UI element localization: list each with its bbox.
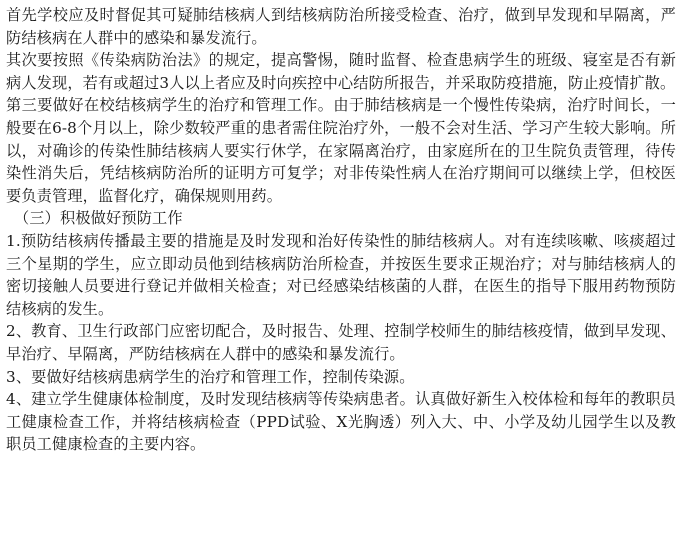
list-item-4: 4、建立学生健康体检制度，及时发现结核病等传染病患者。认真做好新生入校体检和每年的教职员工健康检查工作，并将结核病检查（PPD试验、X光胸透）列入大、中、小学及幼儿园学生以及教职员工健康检查的主要内容。: [6, 390, 676, 454]
list-item-1: 1.预防结核病传播最主要的措施是及时发现和治好传染性的肺结核病人。对有连续咳嗽、咳痰超过三个星期的学生，应立即动员他到结核病防治所检查，并按医生要求正规治疗；对与肺结核病人的密切接触人员要进行登记并做相关检查；对已经感染结核菌的人群，在医生的指导下服用药物预防结核病的发生。: [6, 231, 676, 318]
paragraph-infectious-disease-law: 其次要按照《传染病防治法》的规定，提高警惕，随时监督、检查患病学生的班级、寝室是否有新病人发现，若有或超过3人以上者应及时向疾控中心结防所报告，并采取防疫措施，防止疫情扩散。: [6, 51, 676, 92]
paragraph-early-detection: 首先学校应及时督促其可疑肺结核病人到结核病防治所接受检查、治疗，做到早发现和早隔离，严防结核病在人群中的感染和暴发流行。: [6, 6, 676, 47]
list-item-2: 2、教育、卫生行政部门应密切配合，及时报告、处理、控制学校师生的肺结核疫情，做到早发现、早治疗、早隔离，严防结核病在人群中的感染和暴发流行。: [6, 322, 676, 363]
list-item-3: 3、要做好结核病患病学生的治疗和管理工作，控制传染源。: [6, 367, 415, 386]
paragraph-treatment-management: 第三要做好在校结核病学生的治疗和管理工作。由于肺结核病是一个慢性传染病，治疗时间长，一般要在6-8个月以上，除少数较严重的患者需住院治疗外，一般不会对生活、学习产生较大影响。所以，对确诊的传染性肺结核病人要实行休学，在家隔离治疗，由家庭所在的卫生院负责管理，待传染性消失后，凭结核病防治所的证明方可复学；对非传染性病人在治疗期间可以继续上学，但校医要负责管理，监督化疗，确保规则用药。: [6, 96, 676, 205]
section-heading-prevention: （三）积极做好预防工作: [14, 209, 183, 228]
